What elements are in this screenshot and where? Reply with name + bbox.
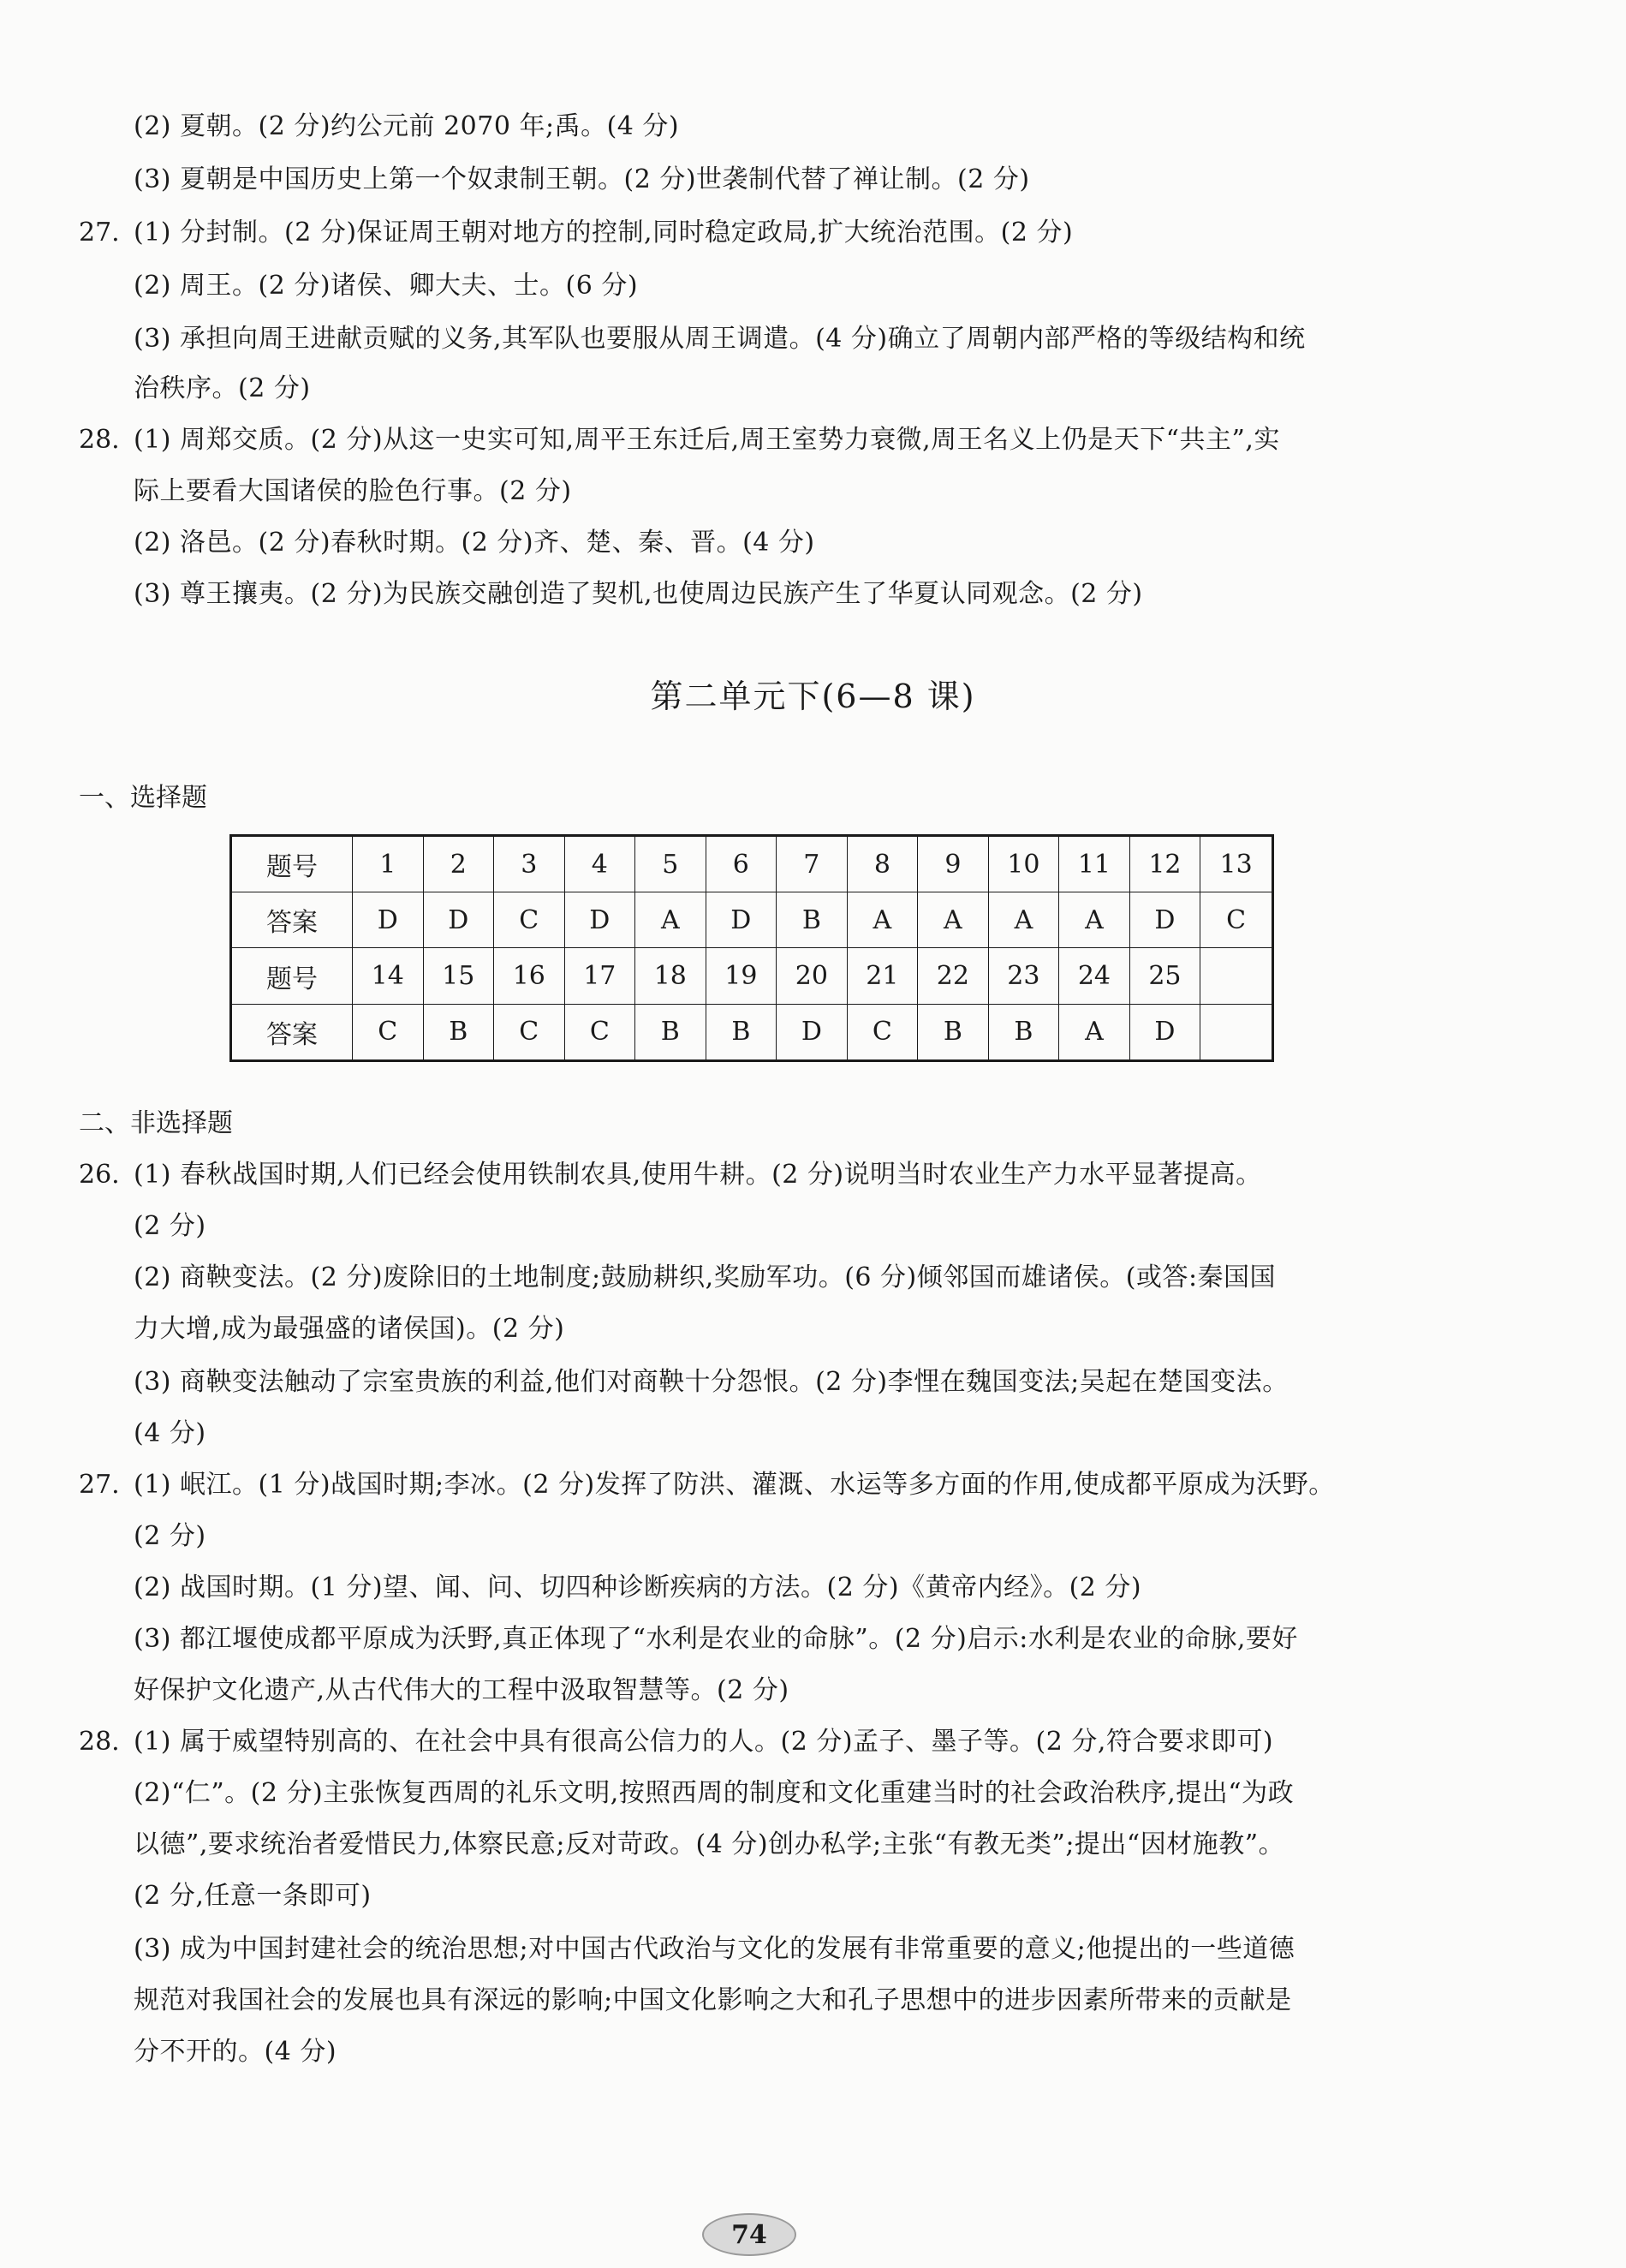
table-cell: D: [353, 892, 424, 948]
question-number: 28.: [79, 1727, 120, 1757]
table-cell: A: [918, 892, 989, 948]
answer-line: (1) 属于威望特别高的、在社会中具有很高公信力的人。(2 分)孟子、墨子等。(2 分,符合要求即可): [134, 1727, 1274, 1757]
table-cell: 2: [423, 836, 494, 892]
answer-line: (2 分): [134, 1521, 206, 1551]
answer-line: (3) 尊王攘夷。(2 分)为民族交融创造了契机,也使周边民族产生了华夏认同观念。(2 分): [134, 579, 1143, 609]
answer-line: (2) 周王。(2 分)诸侯、卿大夫、士。(6 分): [134, 271, 639, 301]
table-cell: 14: [353, 948, 424, 1004]
table-cell: 答案: [231, 892, 353, 948]
table-cell: D: [1129, 892, 1200, 948]
table-cell: 12: [1129, 836, 1200, 892]
table-cell: [1200, 948, 1273, 1004]
table-row: [231, 948, 1273, 1004]
table-cell: 22: [918, 948, 989, 1004]
table-cell: 20: [777, 948, 848, 1004]
answer-table: [229, 834, 1274, 1062]
table-row: [231, 1004, 1273, 1060]
question-number: 28.: [79, 425, 120, 455]
answer-line: (1) 周郑交质。(2 分)从这一史实可知,周平王东迁后,周王室势力衰微,周王名义上仍是天下“共主”,实: [134, 425, 1280, 455]
question-number: 27.: [79, 218, 120, 248]
answer-line: (4 分): [134, 1418, 206, 1448]
table-cell: 21: [847, 948, 918, 1004]
answer-line: (2) 夏朝。(2 分)约公元前 2070 年;禹。(4 分): [134, 111, 680, 141]
answer-line: 力大增,成为最强盛的诸侯国)。(2 分): [134, 1314, 565, 1344]
table-cell: C: [847, 1004, 918, 1060]
page-number: 74: [731, 2219, 767, 2250]
table-cell: 7: [777, 836, 848, 892]
table-cell: C: [1200, 892, 1273, 948]
table-cell: 24: [1059, 948, 1130, 1004]
table-cell: 8: [847, 836, 918, 892]
table-cell: C: [494, 892, 565, 948]
table-cell: 23: [988, 948, 1059, 1004]
answer-line: (1) 分封制。(2 分)保证周王朝对地方的控制,同时稳定政局,扩大统治范围。(2 分): [134, 218, 1074, 248]
table-cell: C: [564, 1004, 635, 1060]
table-cell: 17: [564, 948, 635, 1004]
table-cell: 19: [706, 948, 777, 1004]
table-cell: 13: [1200, 836, 1273, 892]
table-cell: 1: [353, 836, 424, 892]
table-cell: 题号: [231, 836, 353, 892]
table-cell: D: [1129, 1004, 1200, 1060]
answer-line: (3) 成为中国封建社会的统治思想;对中国古代政治与文化的发展有非常重要的意义;他提出的一些道德: [134, 1934, 1295, 1964]
answer-line: 际上要看大国诸侯的脸色行事。(2 分): [134, 476, 572, 506]
table-cell: B: [423, 1004, 494, 1060]
table-cell: D: [706, 892, 777, 948]
answer-line: (2)“仁”。(2 分)主张恢复西周的礼乐文明,按照西周的制度和文化重建当时的社会政治秩序,提出“为政: [134, 1778, 1295, 1808]
answer-line: (2 分): [134, 1211, 206, 1241]
answer-line: 治秩序。(2 分): [134, 373, 311, 403]
table-cell: A: [988, 892, 1059, 948]
table-cell: B: [918, 1004, 989, 1060]
table-cell: A: [635, 892, 706, 948]
table-cell: 15: [423, 948, 494, 1004]
table-cell: 答案: [231, 1004, 353, 1060]
table-cell: D: [564, 892, 635, 948]
answer-line: (1) 春秋战国时期,人们已经会使用铁制农具,使用牛耕。(2 分)说明当时农业生产力水平显著提高。: [134, 1160, 1262, 1190]
table-cell: C: [494, 1004, 565, 1060]
question-number: 27.: [79, 1470, 120, 1500]
table-cell: B: [635, 1004, 706, 1060]
answer-line: (3) 承担向周王进献贡赋的义务,其军队也要服从周王调遣。(4 分)确立了周朝内部严格的等级结构和统: [134, 324, 1306, 354]
answer-line: (3) 夏朝是中国历史上第一个奴隶制王朝。(2 分)世袭制代替了禅让制。(2 分): [134, 164, 1030, 194]
section-heading-choice: 一、选择题: [79, 783, 207, 813]
section-heading-nonchoice: 二、非选择题: [79, 1108, 233, 1138]
unit-title: 第二单元下(6—8 课): [650, 677, 976, 715]
table-cell: [1200, 1004, 1273, 1060]
table-cell: 5: [635, 836, 706, 892]
table-cell: D: [777, 1004, 848, 1060]
answer-line: 规范对我国社会的发展也具有深远的影响;中国文化影响之大和孔子思想中的进步因素所带来的贡献是: [134, 1985, 1292, 2015]
table-cell: A: [847, 892, 918, 948]
answer-line: (2) 洛邑。(2 分)春秋时期。(2 分)齐、楚、秦、晋。(4 分): [134, 528, 815, 558]
table-cell: 题号: [231, 948, 353, 1004]
question-number: 26.: [79, 1160, 120, 1190]
table-cell: A: [1059, 1004, 1130, 1060]
table-row: [231, 836, 1273, 892]
table-cell: 3: [494, 836, 565, 892]
table-cell: B: [706, 1004, 777, 1060]
table-row: [231, 892, 1273, 948]
answer-line: 分不开的。(4 分): [134, 2037, 337, 2067]
table-cell: 11: [1059, 836, 1130, 892]
answer-line: 以德”,要求统治者爱惜民力,体察民意;反对苛政。(4 分)创办私学;主张“有教无类”;提出“因材施教”。: [134, 1829, 1285, 1859]
table-cell: 18: [635, 948, 706, 1004]
answer-line: 好保护文化遗产,从古代伟大的工程中汲取智慧等。(2 分): [134, 1675, 789, 1705]
table-cell: C: [353, 1004, 424, 1060]
table-cell: 10: [988, 836, 1059, 892]
answer-line: (2) 商鞅变法。(2 分)废除旧的土地制度;鼓励耕织,奖励军功。(6 分)倾邻国而雄诸侯。(或答:秦国国: [134, 1262, 1277, 1292]
answer-line: (2) 战国时期。(1 分)望、闻、问、切四种诊断疾病的方法。(2 分)《黄帝内经》。(2 分): [134, 1573, 1142, 1603]
table-cell: D: [423, 892, 494, 948]
table-cell: B: [777, 892, 848, 948]
page-number-badge: [702, 2213, 796, 2256]
table-cell: 25: [1129, 948, 1200, 1004]
answer-line: (1) 岷江。(1 分)战国时期;李冰。(2 分)发挥了防洪、灌溉、水运等多方面的作用,使成都平原成为沃野。: [134, 1470, 1335, 1500]
table-cell: B: [988, 1004, 1059, 1060]
table-cell: 16: [494, 948, 565, 1004]
answer-line: (3) 都江堰使成都平原成为沃野,真正体现了“水利是农业的命脉”。(2 分)启示:水利是农业的命脉,要好: [134, 1624, 1298, 1654]
answer-line: (3) 商鞅变法触动了宗室贵族的利益,他们对商鞅十分怨恨。(2 分)李悝在魏国变法;吴起在楚国变法。: [134, 1367, 1289, 1397]
table-cell: A: [1059, 892, 1130, 948]
table-cell: 4: [564, 836, 635, 892]
answer-line: (2 分,任意一条即可): [134, 1881, 372, 1911]
table-cell: 9: [918, 836, 989, 892]
table-cell: 6: [706, 836, 777, 892]
